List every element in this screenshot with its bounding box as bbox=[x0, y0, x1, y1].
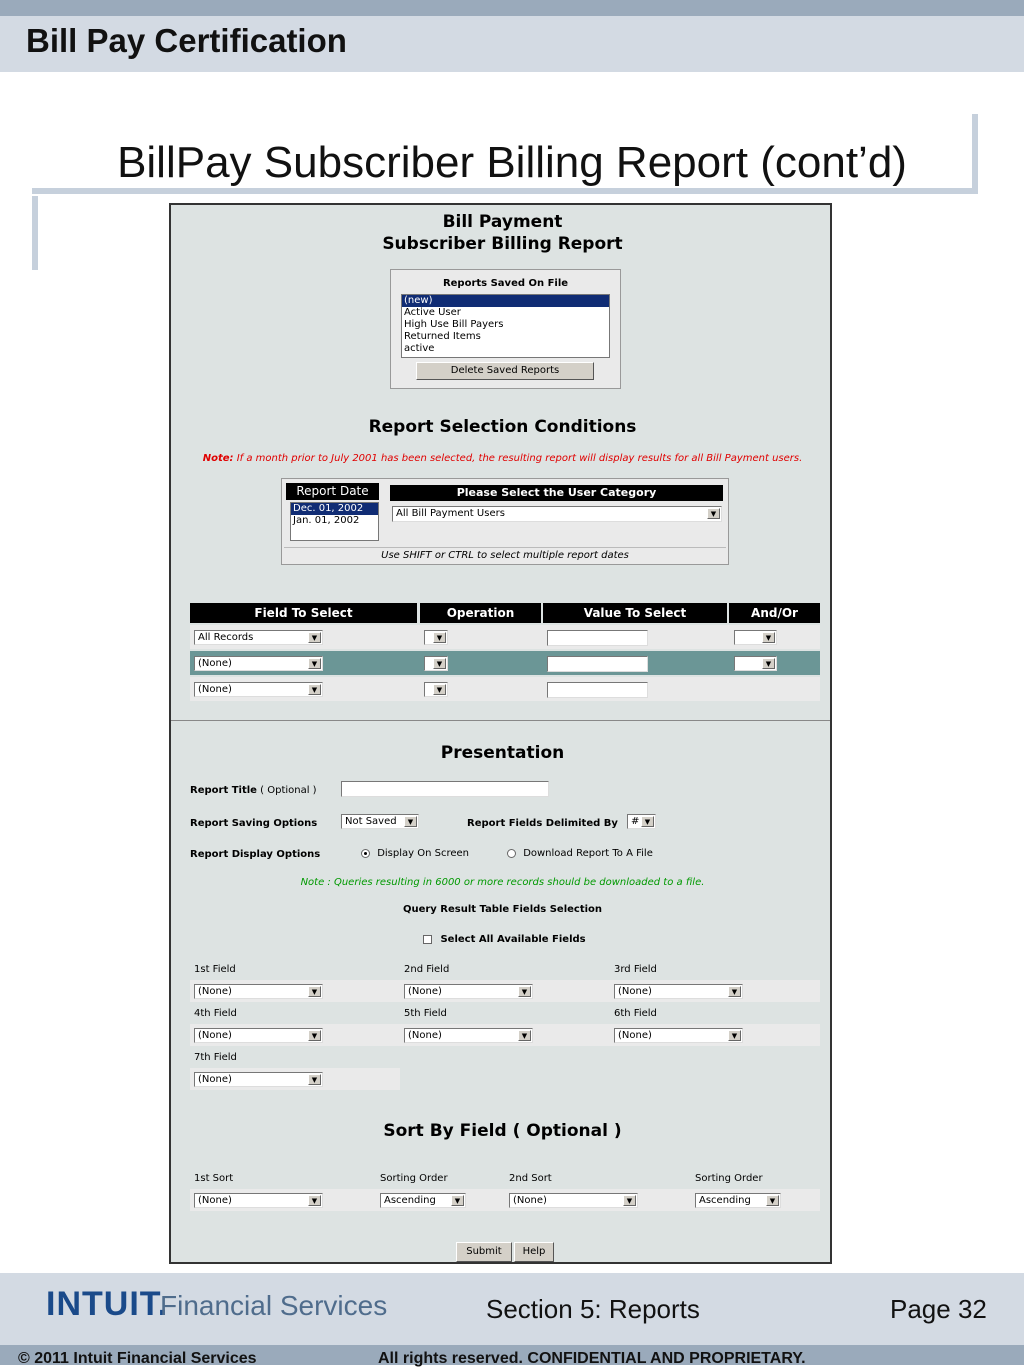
dropdown-arrow-icon[interactable]: ▼ bbox=[623, 1195, 636, 1206]
conditions-box bbox=[281, 478, 729, 565]
filter-field-select[interactable] bbox=[194, 656, 323, 671]
filter-value-input[interactable] bbox=[547, 656, 648, 672]
section-divider bbox=[171, 720, 830, 721]
field-select-2[interactable] bbox=[404, 984, 533, 999]
copyright: © 2011 Intuit Financial Services bbox=[18, 1350, 257, 1367]
first-sort-select[interactable] bbox=[194, 1193, 323, 1208]
filter-field-select[interactable] bbox=[194, 682, 323, 697]
field-select-3[interactable] bbox=[614, 984, 743, 999]
dropdown-arrow-icon[interactable]: ▼ bbox=[451, 1195, 464, 1206]
header-title: Bill Pay Certification bbox=[26, 22, 347, 59]
select-all-fields-label: Select All Available Fields bbox=[440, 934, 586, 945]
display-options-label: Report Display Options bbox=[190, 849, 321, 860]
sort-heading: Sort By Field ( Optional ) bbox=[383, 1121, 622, 1141]
dropdown-arrow-icon[interactable]: ▼ bbox=[308, 1074, 321, 1085]
field-label: 2nd Field bbox=[404, 964, 450, 975]
checkbox-icon[interactable] bbox=[423, 935, 432, 944]
saved-reports-list[interactable] bbox=[401, 294, 610, 358]
conditions-divider bbox=[284, 547, 726, 548]
filter-andor-select[interactable] bbox=[734, 656, 777, 671]
report-panel bbox=[169, 203, 832, 1264]
first-order-label: Sorting Order bbox=[380, 1173, 448, 1184]
saved-reports-label: Reports Saved On File bbox=[442, 278, 569, 289]
filter-header-field: Field To Select bbox=[190, 603, 417, 623]
delimited-by-value: # bbox=[631, 816, 640, 827]
report-title-optional: ( Optional ) bbox=[260, 785, 317, 796]
dropdown-arrow-icon[interactable]: ▼ bbox=[308, 684, 321, 695]
report-date-list[interactable] bbox=[290, 502, 379, 541]
report-title-line2: Subscriber Billing Report bbox=[382, 234, 623, 254]
field-label: 5th Field bbox=[404, 1008, 447, 1019]
field-value: (None) bbox=[198, 1030, 232, 1041]
field-label: 6th Field bbox=[614, 1008, 657, 1019]
submit-button[interactable]: Submit bbox=[456, 1242, 512, 1262]
saved-report-item[interactable]: active bbox=[404, 343, 435, 354]
note-text: If a month prior to July 2001 has been selected, the resulting report will display results for all Bill Payment users. bbox=[236, 453, 803, 464]
saved-report-item[interactable]: Active User bbox=[404, 307, 461, 318]
dropdown-arrow-icon[interactable]: ▼ bbox=[308, 986, 321, 997]
dropdown-arrow-icon[interactable]: ▼ bbox=[518, 1030, 531, 1041]
dropdown-arrow-icon[interactable]: ▼ bbox=[762, 632, 775, 643]
dropdown-arrow-icon[interactable]: ▼ bbox=[518, 986, 531, 997]
note-prefix: Note: bbox=[202, 453, 234, 464]
filter-operation-select[interactable] bbox=[424, 630, 448, 645]
radio-icon[interactable] bbox=[361, 849, 370, 858]
first-order-value: Ascending bbox=[384, 1195, 436, 1206]
first-order-select[interactable] bbox=[380, 1193, 466, 1208]
dropdown-arrow-icon[interactable]: ▼ bbox=[728, 1030, 741, 1041]
second-order-value: Ascending bbox=[699, 1195, 751, 1206]
report-title-label: Report Title bbox=[190, 785, 257, 796]
field-label: 1st Field bbox=[194, 964, 236, 975]
user-category-value: All Bill Payment Users bbox=[396, 508, 505, 519]
dropdown-arrow-icon[interactable]: ▼ bbox=[762, 658, 775, 669]
user-category-label: Please Select the User Category bbox=[390, 485, 723, 501]
download-report-label: Download Report To A File bbox=[523, 848, 653, 859]
help-button[interactable]: Help bbox=[514, 1242, 554, 1262]
dropdown-arrow-icon[interactable]: ▼ bbox=[308, 658, 321, 669]
dropdown-arrow-icon[interactable]: ▼ bbox=[308, 632, 321, 643]
dropdown-arrow-icon[interactable]: ▼ bbox=[404, 816, 417, 827]
field-select-6[interactable] bbox=[614, 1028, 743, 1043]
dropdown-arrow-icon[interactable]: ▼ bbox=[308, 1030, 321, 1041]
dropdown-arrow-icon[interactable]: ▼ bbox=[433, 658, 446, 669]
field-select-4[interactable] bbox=[194, 1028, 323, 1043]
second-order-select[interactable] bbox=[695, 1193, 781, 1208]
filter-value-input[interactable] bbox=[547, 682, 648, 698]
report-title-input[interactable] bbox=[341, 781, 549, 797]
field-select-1[interactable] bbox=[194, 984, 323, 999]
slide-title: BillPay Subscriber Billing Report (cont’d) bbox=[117, 138, 907, 187]
saving-options-select[interactable] bbox=[341, 814, 419, 829]
field-value: (None) bbox=[618, 1030, 652, 1041]
filter-field-select[interactable] bbox=[194, 630, 323, 645]
filter-field-value: (None) bbox=[198, 684, 232, 695]
filter-operation-select[interactable] bbox=[424, 656, 448, 671]
download-report-option[interactable] bbox=[507, 848, 653, 859]
saved-report-item[interactable]: (new) bbox=[402, 295, 609, 307]
field-label: 4th Field bbox=[194, 1008, 237, 1019]
report-date-item[interactable]: Dec. 01, 2002 bbox=[291, 503, 378, 515]
intuit-logo: INTUIT. bbox=[46, 1285, 169, 1323]
saving-options-value: Not Saved bbox=[345, 816, 397, 827]
report-title-line1: Bill Payment bbox=[442, 212, 563, 232]
conditions-heading: Report Selection Conditions bbox=[368, 417, 637, 437]
delimited-by-label: Report Fields Delimited By bbox=[467, 818, 618, 829]
rights-notice: All rights reserved. CONFIDENTIAL AND PROPRIETARY. bbox=[378, 1350, 806, 1367]
saved-report-item[interactable]: Returned Items bbox=[404, 331, 481, 342]
filter-field-value: All Records bbox=[198, 632, 254, 643]
first-sort-label: 1st Sort bbox=[194, 1173, 234, 1184]
second-sort-value: (None) bbox=[513, 1195, 547, 1206]
select-all-fields-option[interactable] bbox=[423, 934, 586, 945]
filter-operation-select[interactable] bbox=[424, 682, 448, 697]
report-date-item[interactable]: Jan. 01, 2002 bbox=[293, 515, 360, 526]
field-value: (None) bbox=[408, 986, 442, 997]
field-select-7[interactable] bbox=[194, 1072, 323, 1087]
filter-field-value: (None) bbox=[198, 658, 232, 669]
dropdown-arrow-icon[interactable]: ▼ bbox=[641, 816, 654, 827]
conditions-note bbox=[171, 453, 834, 464]
financial-services-logo: Financial Services bbox=[160, 1290, 388, 1321]
title-frame-left bbox=[32, 196, 38, 270]
report-date-label: Report Date bbox=[286, 483, 379, 500]
dropdown-arrow-icon[interactable]: ▼ bbox=[308, 1195, 321, 1206]
filter-header-operation: Operation bbox=[420, 603, 541, 623]
filter-andor-select[interactable] bbox=[734, 630, 777, 645]
page-number: Page 32 bbox=[890, 1294, 987, 1324]
fields-selection-heading: Query Result Table Fields Selection bbox=[402, 904, 603, 915]
second-sort-select[interactable] bbox=[509, 1193, 638, 1208]
title-frame-bottom bbox=[32, 188, 978, 194]
dropdown-arrow-icon[interactable]: ▼ bbox=[707, 508, 720, 519]
display-on-screen-label: Display On Screen bbox=[377, 848, 469, 859]
field-value: (None) bbox=[198, 1074, 232, 1085]
filter-header-value: Value To Select bbox=[543, 603, 727, 623]
delimited-by-select[interactable] bbox=[627, 814, 656, 829]
top-strip bbox=[0, 0, 1024, 16]
presentation-note: Note : Queries resulting in 6000 or more records should be downloaded to a file. bbox=[300, 877, 705, 888]
field-value: (None) bbox=[408, 1030, 442, 1041]
user-category-select[interactable] bbox=[392, 506, 722, 522]
radio-icon[interactable] bbox=[507, 849, 516, 858]
dropdown-arrow-icon[interactable]: ▼ bbox=[433, 684, 446, 695]
field-select-5[interactable] bbox=[404, 1028, 533, 1043]
dropdown-arrow-icon[interactable]: ▼ bbox=[433, 632, 446, 643]
section-label: Section 5: Reports bbox=[486, 1294, 700, 1324]
saved-report-item[interactable]: High Use Bill Payers bbox=[404, 319, 504, 330]
display-on-screen-option[interactable] bbox=[361, 848, 469, 859]
field-value: (None) bbox=[618, 986, 652, 997]
first-sort-value: (None) bbox=[198, 1195, 232, 1206]
saved-reports-box bbox=[390, 269, 621, 389]
filter-header-andor: And/Or bbox=[729, 603, 820, 623]
field-label: 7th Field bbox=[194, 1052, 237, 1063]
delete-saved-reports-button[interactable]: Delete Saved Reports bbox=[416, 362, 594, 380]
report-title-row bbox=[190, 785, 317, 796]
second-order-label: Sorting Order bbox=[695, 1173, 763, 1184]
dropdown-arrow-icon[interactable]: ▼ bbox=[728, 986, 741, 997]
field-label: 3rd Field bbox=[614, 964, 657, 975]
saving-options-label: Report Saving Options bbox=[190, 818, 318, 829]
filter-value-input[interactable] bbox=[547, 630, 648, 646]
second-sort-label: 2nd Sort bbox=[509, 1173, 552, 1184]
field-value: (None) bbox=[198, 986, 232, 997]
dropdown-arrow-icon[interactable]: ▼ bbox=[766, 1195, 779, 1206]
presentation-heading: Presentation bbox=[440, 743, 565, 763]
conditions-hint: Use SHIFT or CTRL to select multiple report dates bbox=[381, 550, 629, 561]
